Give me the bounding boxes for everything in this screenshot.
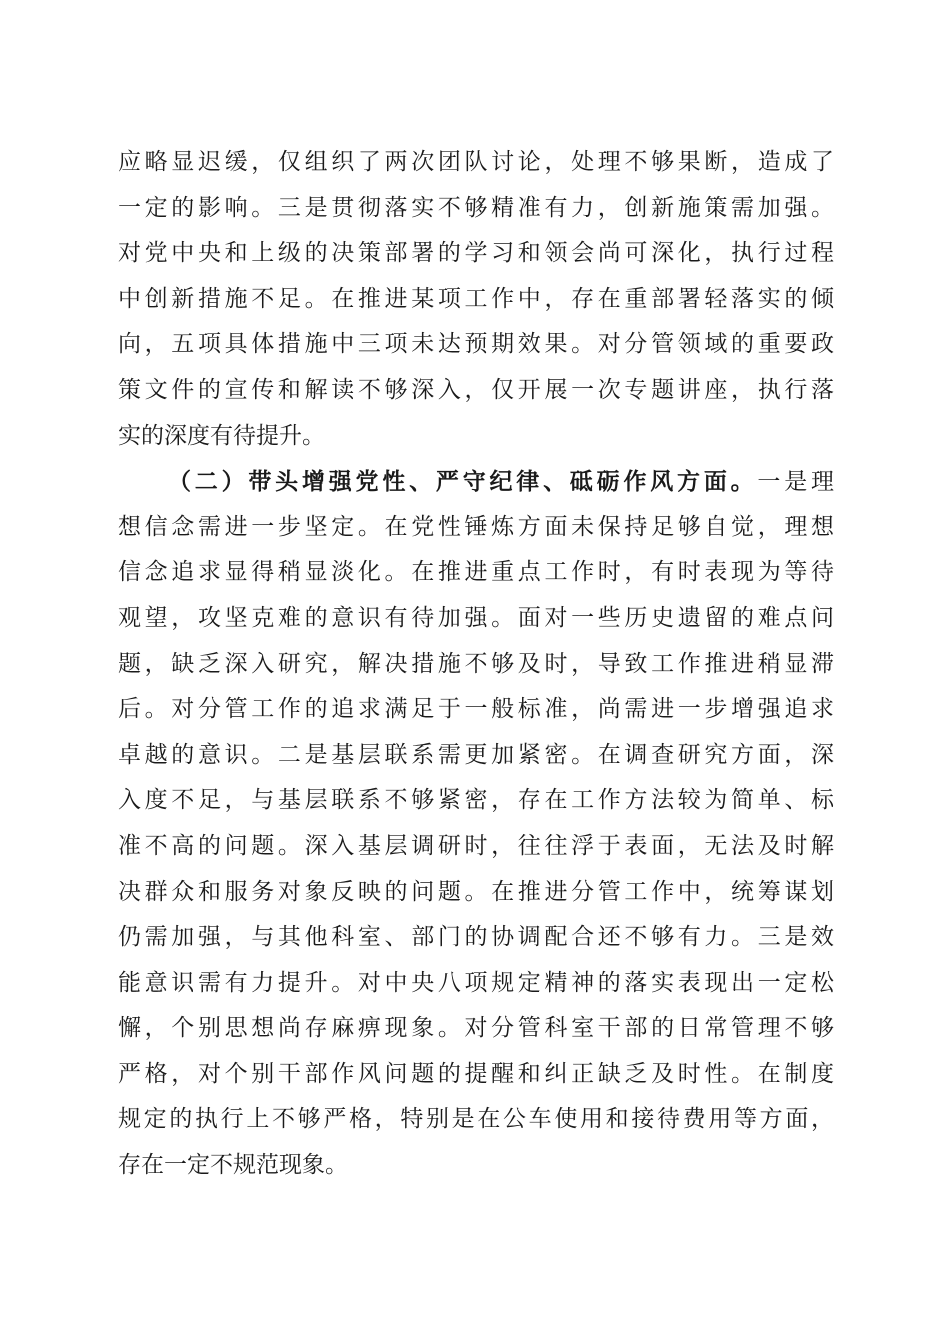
paragraph-line: 想信念需进一步坚定。在党性锤炼方面未保持足够自觉，理想 bbox=[118, 513, 834, 540]
paragraph-line: 严格，对个别干部作风问题的提醒和纠正缺乏及时性。在制度 bbox=[118, 1060, 834, 1087]
document-body bbox=[118, 140, 834, 1189]
paragraph-line: 策文件的宣传和解读不够深入，仅开展一次专题讲座，执行落 bbox=[118, 376, 834, 403]
paragraph-line: 观望，攻坚克难的意识有待加强。面对一些历史遗留的难点问 bbox=[118, 604, 834, 631]
paragraph-line: 准不高的问题。深入基层调研时，往往浮于表面，无法及时解 bbox=[118, 832, 834, 859]
paragraph-line: 一定的影响。三是贯彻落实不够精准有力，创新施策需加强。 bbox=[118, 194, 834, 221]
paragraph-line: 仍需加强，与其他科室、部门的协调配合还不够有力。三是效 bbox=[118, 924, 834, 951]
paragraph-line: 应略显迟缓，仅组织了两次团队讨论，处理不够果断，造成了 bbox=[118, 149, 834, 175]
paragraph-line: 对党中央和上级的决策部署的学习和领会尚可深化，执行过程 bbox=[118, 240, 834, 267]
section-heading-line bbox=[118, 459, 834, 505]
paragraph-line: 规定的执行上不够严格，特别是在公车使用和接待费用等方面， bbox=[118, 1106, 834, 1133]
section-heading: （二）带头增强党性、严守纪律、砥砺作风方面。 bbox=[168, 468, 758, 496]
paragraph-line: 能意识需有力提升。对中央八项规定精神的落实表现出一定松 bbox=[118, 969, 834, 996]
paragraph-line: 中创新措施不足。在推进某项工作中，存在重部署轻落实的倾 bbox=[118, 285, 834, 312]
paragraph-line: 懈，个别思想尚存麻痹现象。对分管科室干部的日常管理不够 bbox=[118, 1015, 834, 1042]
paragraph-line: 实的深度有待提升。 bbox=[118, 422, 325, 449]
paragraph-line: 题，缺乏深入研究，解决措施不够及时，导致工作推进稍显滞 bbox=[118, 650, 834, 677]
paragraph-line: 信念追求显得稍显淡化。在推进重点工作时，有时表现为等待 bbox=[118, 559, 834, 586]
paragraph-line: 入度不足，与基层联系不够紧密，存在工作方法较为简单、标 bbox=[118, 787, 834, 814]
paragraph-line: 决群众和服务对象反映的问题。在推进分管工作中，统筹谋划 bbox=[118, 878, 834, 905]
paragraph-line: 后。对分管工作的追求满足于一般标准，尚需进一步增强追求 bbox=[118, 696, 834, 723]
paragraph-line: 向，五项具体措施中三项未达预期效果。对分管领域的重要政 bbox=[118, 331, 834, 358]
section-first-line-text: 一是理 bbox=[757, 469, 835, 496]
paragraph-line: 卓越的意识。二是基层联系需更加紧密。在调查研究方面，深 bbox=[118, 741, 834, 768]
paragraph-line: 存在一定不规范现象。 bbox=[118, 1152, 348, 1179]
